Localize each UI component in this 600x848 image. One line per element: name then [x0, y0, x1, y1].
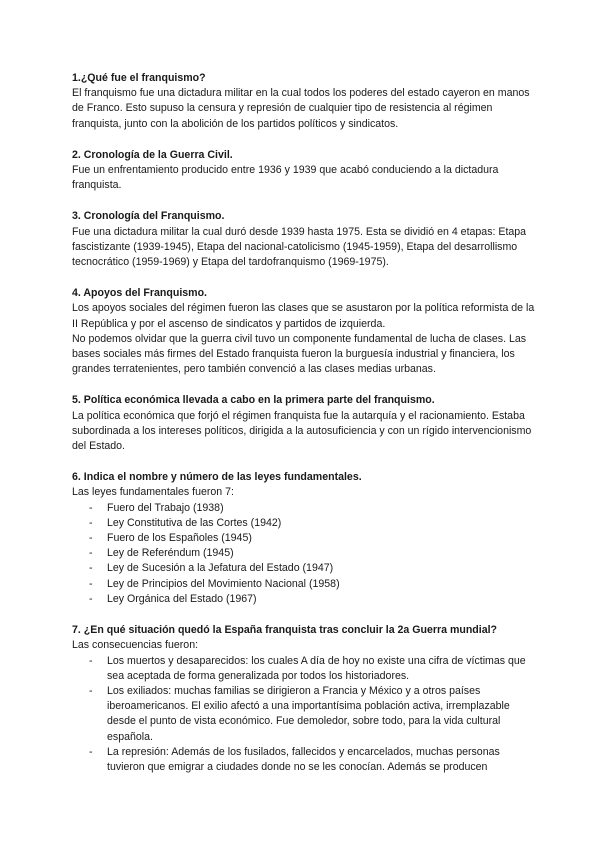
list-item: - Ley de Sucesión a la Jefatura del Estado (1947): [72, 561, 540, 576]
list-item: - Ley Orgánica del Estado (1967): [72, 592, 540, 607]
section-heading: 3. Cronología del Franquismo.: [72, 210, 225, 223]
section-heading: 4. Apoyos del Franquismo.: [72, 287, 207, 300]
list-item: - La represión: Además de los fusilados, fallecidos y encarcelados, muchas personas tuvieron que emigrar a ciudades donde no se les conocían. Además se producen: [72, 745, 540, 775]
section-7: [72, 623, 540, 775]
section-paragraph: No podemos olvidar que la guerra civil tuvo un componente fundamental de lucha de clases. Las bases sociales más firmes del Estado franquista fueron la burguesía industrial y financiera, los grandes terratenientes, pero también convenció a las clases medias urbanas.: [72, 332, 527, 376]
list-item: - Fuero de los Españoles (1945): [72, 531, 540, 546]
section-paragraph: Fue una dictadura militar la cual duró desde 1939 hasta 1975. Esta se dividió en 4 etapas: Etapa fascistizante (1939-1945), Etapa del nacional-catolicismo (1945-1959), Etapa del desarrollismo tecnocrático (1959-1969) y Etapa del tardofranquismo (1969-1975).: [72, 225, 527, 269]
section-paragraph: La política económica que forjó el régimen franquista fue la autarquía y el racionamiento. Estaba subordinada a los intereses políticos, dirigida a la autosuficiencia y con un rígido intervencionismo del Estado.: [72, 409, 532, 453]
laws-list: [72, 501, 540, 607]
list-item: - Ley de Referéndum (1945): [72, 546, 540, 561]
section-heading: 6. Indica el nombre y número de las leyes fundamentales.: [72, 471, 362, 484]
section-heading: 5. Política económica llevada a cabo en la primera parte del franquismo.: [72, 394, 435, 407]
section-intro: Las leyes fundamentales fueron 7:: [72, 486, 234, 499]
list-item: - Los muertos y desaparecidos: los cuales A día de hoy no existe una cifra de víctimas que sea aceptada de forma generalizada por todos los historiadores.: [72, 654, 540, 684]
section-6: [72, 470, 540, 607]
section-3: [72, 209, 540, 270]
list-item: - Ley de Principios del Movimiento Nacional (1958): [72, 577, 540, 592]
section-intro: Las consecuencias fueron:: [72, 639, 199, 652]
section-1: [72, 71, 540, 132]
consequences-list: [72, 654, 540, 776]
section-heading: 2. Cronología de la Guerra Civil.: [72, 148, 233, 161]
section-paragraph: Fue un enfrentamiento producido entre 1936 y 1939 que acabó conduciendo a la dictadura franquista.: [72, 164, 499, 192]
list-item: - Ley Constitutiva de las Cortes (1942): [72, 516, 540, 531]
list-item: - Los exiliados: muchas familias se dirigieron a Francia y México y a otros países iberoamericanos. El exilio afectó a una importantísima población activa, irremplazable desde el punto de vista económico. Fue demoledor, sobre todo, para la vida cultural española.: [72, 684, 540, 745]
section-paragraph: Los apoyos sociales del régimen fueron las clases que se asustaron por la política reformista de la II República y por el ascenso de sindicatos y partidos de izquierda.: [72, 302, 535, 330]
section-2: [72, 148, 540, 194]
list-item: - Fuero del Trabajo (1938): [72, 501, 540, 516]
section-heading: 1.¿Qué fue el franquismo?: [72, 72, 206, 84]
section-heading: 7. ¿En qué situación quedó la España franquista tras concluir la 2a Guerra mundial?: [72, 624, 498, 637]
section-4: [72, 286, 540, 377]
section-paragraph: El franquismo fue una dictadura militar en la cual todos los poderes del estado cayeron en manos de Franco. Esto supuso la censura y represión de cualquier tipo de resistencia al régimen franquista, junto con la abolición de los partidos políticos y sindicatos.: [72, 87, 530, 130]
section-5: [72, 393, 540, 454]
